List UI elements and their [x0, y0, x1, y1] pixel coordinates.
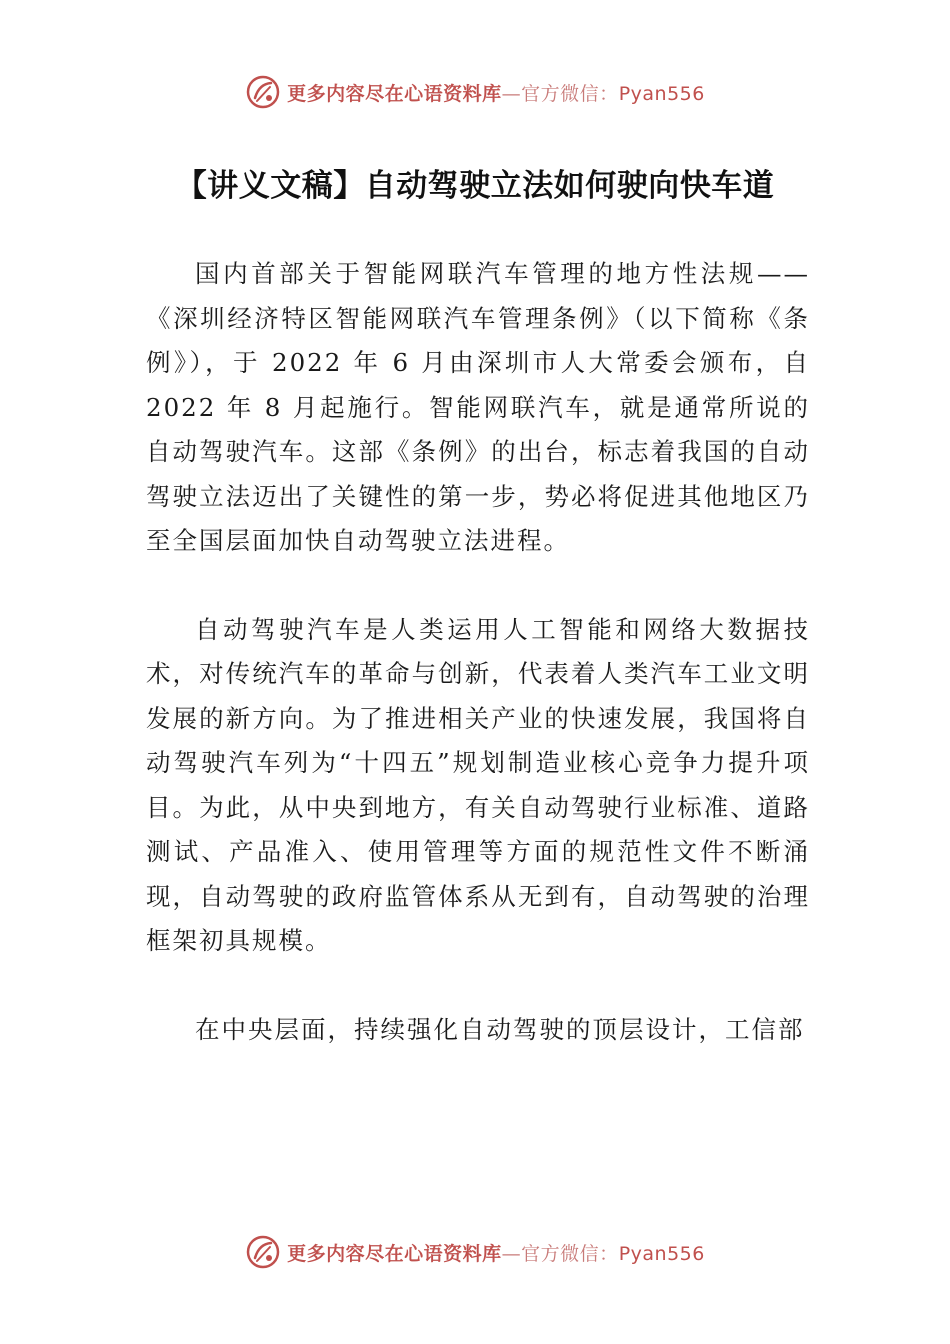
- paragraph-1: 国内首部关于智能网联汽车管理的地方性法规——《深圳经济特区智能网联汽车管理条例》（以下简称《条例》），于 2022 年 6 月由深圳市人大常委会颁布，自 2022 年 8 月起施行。智能网联汽车，就是通常所说的自动驾驶汽车。这部《条例》的出台，标志着我国的自动驾驶立法迈出了关键性的第一步，势必将促进其他地区乃至全国层面加快自动驾驶立法进程。: [146, 259, 810, 555]
- footer-dash: —: [501, 1242, 522, 1265]
- brand-logo-icon: [245, 74, 281, 110]
- brand-logo-icon: [245, 1234, 281, 1270]
- document-body: [146, 252, 810, 1052]
- header-wechat-id: Pyan556: [618, 82, 705, 105]
- header-dash: —: [501, 82, 522, 105]
- footer-text: [287, 1239, 705, 1266]
- footer-wechat-id: Pyan556: [618, 1242, 705, 1265]
- header-wechat-label: 官方微信：: [521, 82, 619, 105]
- header-banner: [0, 70, 950, 114]
- footer-wechat-label: 官方微信：: [521, 1242, 619, 1265]
- footer-banner: [0, 1230, 950, 1274]
- header-brand-text: 更多内容尽在心语资料库: [287, 82, 502, 105]
- paragraph-2: 自动驾驶汽车是人类运用人工智能和网络大数据技术，对传统汽车的革命与创新，代表着人类汽车工业文明发展的新方向。为了推进相关产业的快速发展，我国将自动驾驶汽车列为“十四五”规划制造业核心竞争力提升项目。为此，从中央到地方，有关自动驾驶行业标准、道路测试、产品准入、使用管理等方面的规范性文件不断涌现，自动驾驶的政府监管体系从无到有，自动驾驶的治理框架初具规模。: [146, 614, 810, 955]
- header-text: [287, 79, 705, 106]
- footer-brand-text: 更多内容尽在心语资料库: [287, 1242, 502, 1265]
- document-title: 【讲义文稿】自动驾驶立法如何驶向快车道: [175, 168, 775, 204]
- paragraph-3: 在中央层面，持续强化自动驾驶的顶层设计，工信部: [195, 1014, 805, 1044]
